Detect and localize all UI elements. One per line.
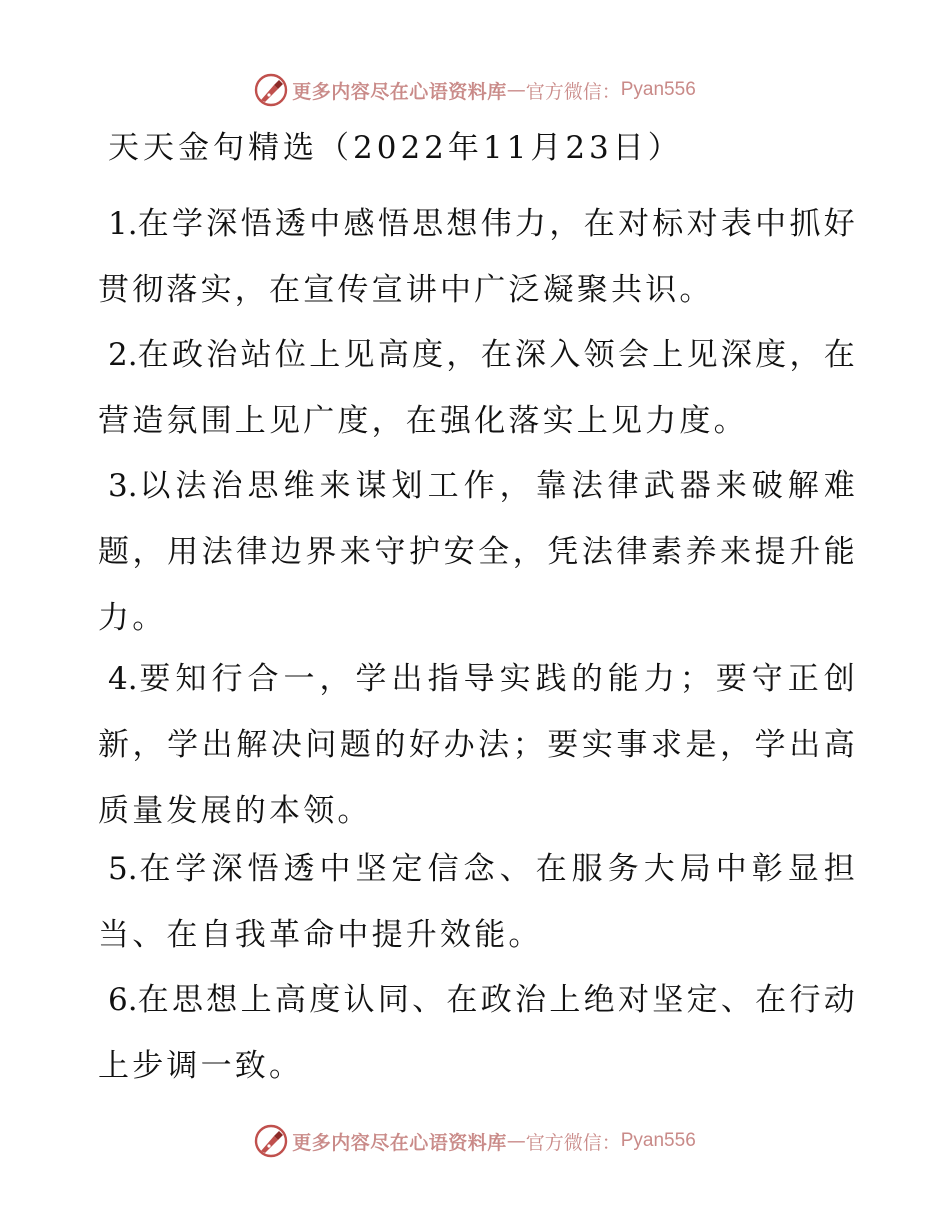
quote-number: 4. [108, 661, 138, 697]
watermark-separator: — [506, 1130, 526, 1152]
quote-item [98, 646, 858, 844]
quote-text: 要知行合一，学出指导实践的能力；要守正创新，学出解决问题的好办法；要实事求是，学出高质量发展的本领。 [98, 661, 858, 829]
quote-number: 2. [108, 337, 138, 373]
quote-number: 6. [108, 982, 138, 1018]
watermark-site-text: 更多内容尽在心语资料库 [292, 1131, 507, 1154]
footer-watermark [0, 1121, 950, 1161]
header-watermark [0, 70, 950, 110]
watermark-separator: — [506, 79, 526, 101]
quote-item [98, 191, 858, 323]
quote-text: 在政治站位上见高度，在深入领会上见深度，在营造氛围上见广度，在强化落实上见力度。 [98, 337, 858, 439]
quote-text: 在学深悟透中感悟思想伟力，在对标对表中抓好贯彻落实，在宣传宣讲中广泛凝聚共识。 [98, 206, 858, 308]
quote-number: 5. [108, 851, 138, 887]
watermark-wechat-label: 官方微信： [525, 80, 621, 103]
watermark-wechat-label: 官方微信： [525, 1131, 621, 1154]
quote-text: 以法治思维来谋划工作，靠法律武器来破解难题，用法律边界来守护安全，凭法律素养来提升能力。 [98, 468, 858, 636]
watermark-wechat-id: Pyan556 [620, 79, 696, 100]
pen-nib-logo-icon [254, 1124, 288, 1158]
page-title: 天天金句精选（2022年11月23日） [108, 130, 683, 166]
quote-text: 在学深悟透中坚定信念、在服务大局中彰显担当、在自我革命中提升效能。 [98, 851, 858, 953]
watermark-site-text: 更多内容尽在心语资料库 [292, 80, 507, 103]
quote-item [98, 322, 858, 454]
watermark-wechat-id: Pyan556 [620, 1130, 696, 1151]
quote-item [98, 836, 858, 968]
quote-item [98, 967, 858, 1099]
pen-nib-logo-icon [254, 73, 288, 107]
quote-number: 3. [108, 468, 138, 504]
quote-item [98, 453, 858, 651]
quote-text: 在思想上高度认同、在政治上绝对坚定、在行动上步调一致。 [98, 982, 858, 1084]
quote-number: 1. [108, 206, 138, 242]
